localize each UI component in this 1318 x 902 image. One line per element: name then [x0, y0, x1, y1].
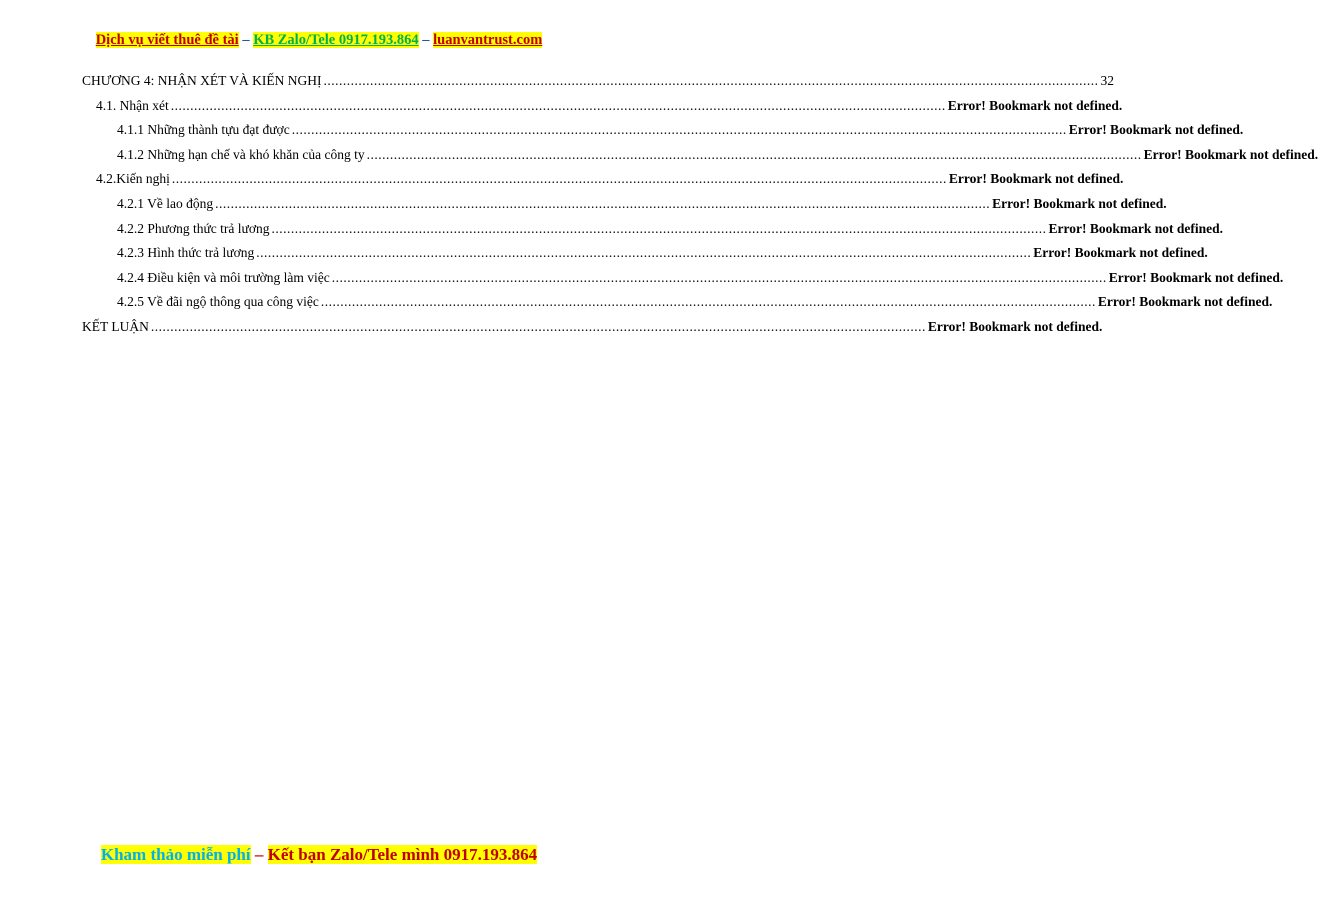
toc-entry-label: 4.2.Kiến nghị — [96, 171, 170, 187]
toc-entry-page: Error! Bookmark not defined. — [1033, 245, 1208, 261]
toc-entry[interactable] — [82, 294, 1273, 319]
toc-entry-label: 4.1. Nhận xét — [96, 97, 169, 113]
toc-dot-leader: ........................................................................................................................................................................................................ — [271, 220, 1047, 236]
toc-entry[interactable] — [82, 245, 1208, 270]
toc-dot-leader: ........................................................................................................................................................................................................ — [291, 122, 1067, 138]
toc-entry-label: CHƯƠNG 4: NHẬN XÉT VÀ KIẾN NGHỊ — [82, 73, 322, 88]
toc-entry-page: Error! Bookmark not defined. — [992, 195, 1167, 211]
toc-entry[interactable] — [82, 269, 1284, 295]
toc-entry-label: 4.2.4 Điều kiện và môi trường làm việc — [117, 269, 330, 285]
table-of-contents — [82, 73, 1318, 344]
toc-entry-label: 4.2.1 Về lao động — [117, 195, 214, 211]
header-separator: – — [418, 32, 434, 48]
toc-entry[interactable] — [82, 146, 1318, 172]
toc-entry[interactable] — [82, 97, 1123, 123]
page-header-banner — [0, 32, 638, 49]
toc-dot-leader: ........................................................................................................................................................................................................ — [215, 195, 991, 211]
toc-entry-label: 4.2.5 Về đãi ngộ thông qua công việc — [117, 294, 319, 310]
footer-contact-text[interactable]: Kết bạn Zalo/Tele mình 0917.193.864 — [267, 845, 538, 864]
toc-dot-leader: ........................................................................................................................................................................................................ — [150, 318, 926, 334]
footer-separator: – — [250, 845, 268, 864]
toc-dot-leader: ........................................................................................................................................................................................................ — [256, 245, 1032, 261]
header-website-link[interactable]: luanvantrust.com — [433, 32, 543, 48]
footer-free-reference-text[interactable]: Kham thảo miễn phí — [100, 845, 251, 864]
header-separator: – — [238, 32, 254, 48]
toc-entry-label: KẾT LUẬN — [82, 318, 149, 334]
toc-entry-label: 4.2.3 Hình thức trả lương — [117, 245, 255, 261]
toc-entry[interactable] — [82, 318, 1103, 344]
toc-entry[interactable] — [82, 122, 1244, 147]
header-contact-text[interactable]: KB Zalo/Tele 0917.193.864 — [253, 32, 419, 48]
toc-entry-page: Error! Bookmark not defined. — [948, 171, 1124, 187]
toc-dot-leader: ........................................................................................................................................................................................................ — [170, 97, 946, 113]
toc-entry[interactable] — [82, 220, 1223, 246]
header-service-text[interactable]: Dịch vụ viết thuê đề tài — [95, 32, 239, 48]
toc-entry-page: 32 — [1100, 73, 1114, 88]
page-footer-banner — [0, 845, 638, 865]
toc-dot-leader: ........................................................................................................................................................................................................ — [323, 73, 1099, 88]
toc-entry-page: Error! Bookmark not defined. — [927, 318, 1103, 334]
toc-entry[interactable] — [82, 195, 1167, 221]
toc-entry-label: 4.2.2 Phương thức trả lương — [117, 220, 270, 236]
toc-entry-label: 4.1.1 Những thành tựu đạt được — [117, 122, 290, 138]
toc-entry-label: 4.1.2 Những hạn chế và khó khăn của công ty — [117, 146, 365, 162]
toc-dot-leader: ........................................................................................................................................................................................................ — [366, 146, 1142, 162]
toc-entry-page: Error! Bookmark not defined. — [1068, 122, 1244, 138]
toc-entry[interactable] — [82, 73, 1114, 98]
toc-entry[interactable] — [82, 171, 1124, 196]
toc-entry-page: Error! Bookmark not defined. — [1108, 269, 1284, 285]
toc-entry-page: Error! Bookmark not defined. — [1143, 146, 1318, 162]
toc-dot-leader: ........................................................................................................................................................................................................ — [320, 294, 1096, 310]
toc-dot-leader: ........................................................................................................................................................................................................ — [171, 171, 947, 187]
toc-entry-page: Error! Bookmark not defined. — [947, 97, 1123, 113]
toc-entry-page: Error! Bookmark not defined. — [1097, 294, 1273, 310]
toc-dot-leader: ........................................................................................................................................................................................................ — [331, 269, 1107, 285]
toc-entry-page: Error! Bookmark not defined. — [1048, 220, 1223, 236]
